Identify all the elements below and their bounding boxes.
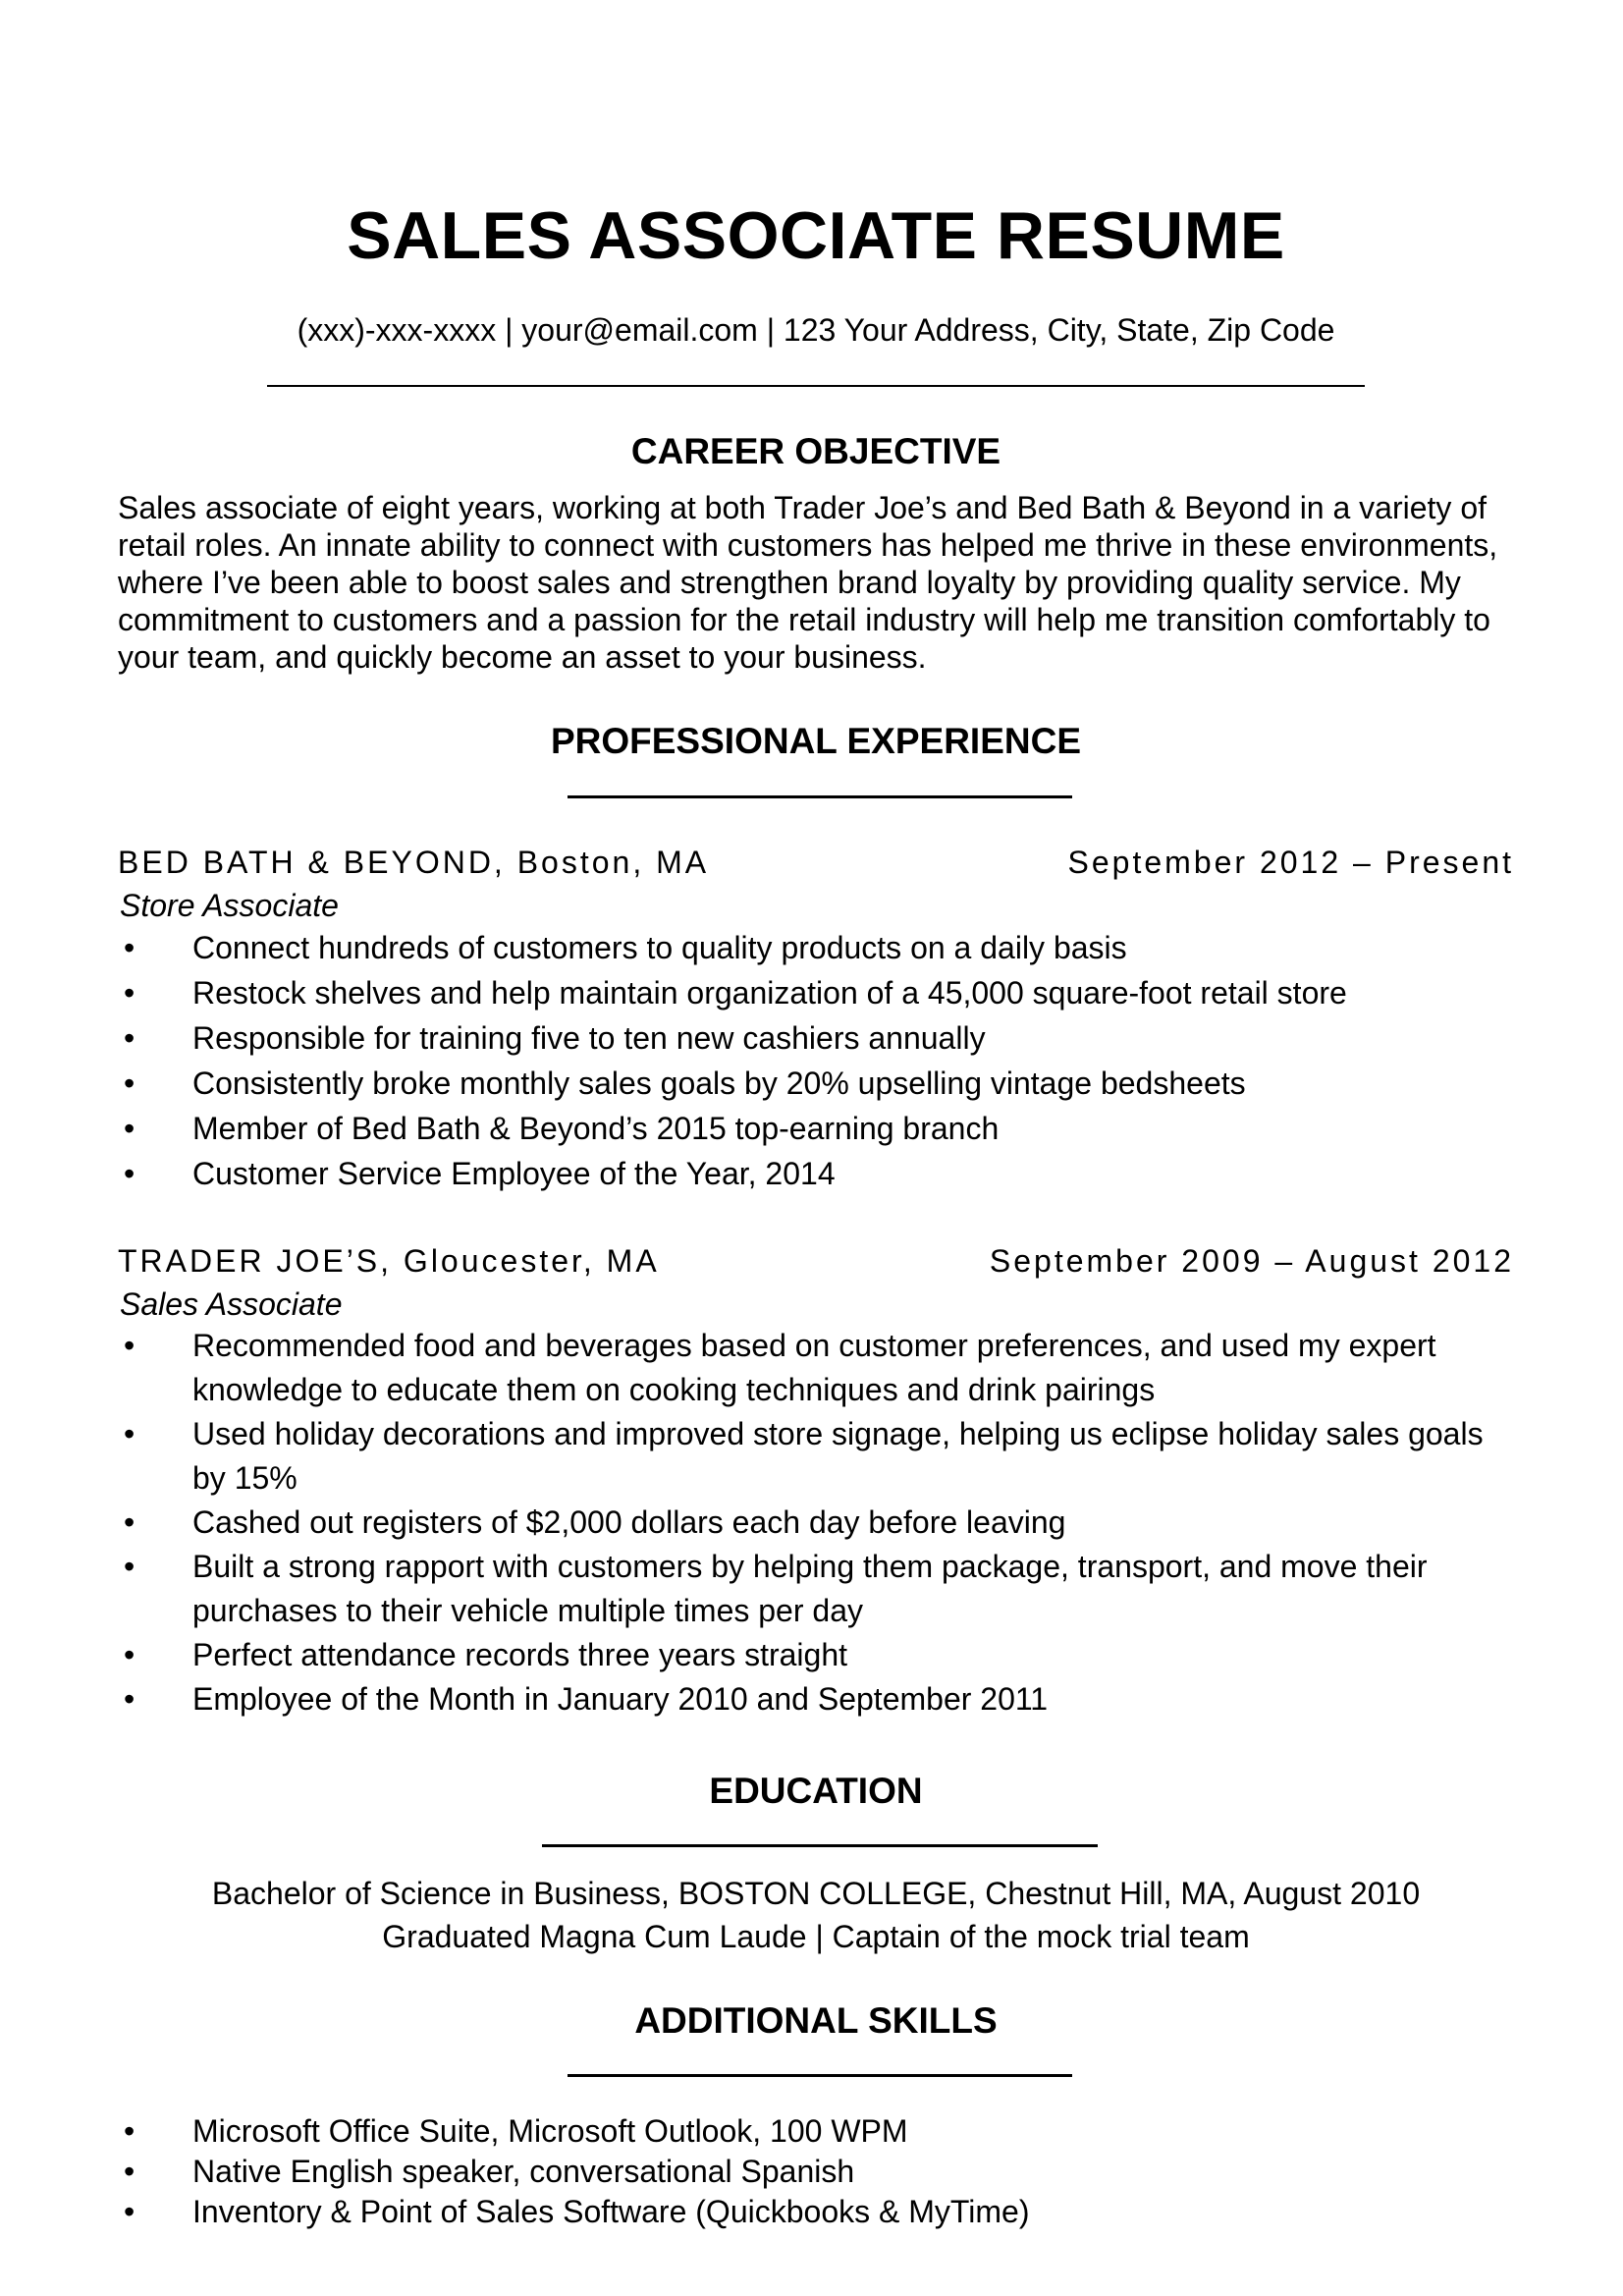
resume-page [118, 0, 1514, 2296]
professional-experience-divider [568, 795, 1072, 798]
list-item: • Customer Service Employee of the Year, 2014 [118, 1151, 1514, 1196]
list-item: • Recommended food and beverages based on customer preferences, and used my expert knowledge to educate them on cooking techniques and drink pairings [118, 1324, 1514, 1412]
education-honors: Graduated Magna Cum Laude | Captain of the mock trial team [382, 1919, 1250, 1954]
job-company: BED BATH & BEYOND, Boston, MA [118, 845, 710, 880]
list-item: • Native English speaker, conversational Spanish [118, 2152, 1514, 2192]
education-heading: EDUCATION [709, 1771, 923, 1811]
education-degree: Bachelor of Science in Business, BOSTON COLLEGE, Chestnut Hill, MA, August 2010 [211, 1876, 1421, 1911]
list-item: • Responsible for training five to ten new cashiers annually [118, 1015, 1514, 1061]
job-title: Store Associate [120, 888, 339, 923]
education-divider [542, 1844, 1098, 1847]
resume-title: SALES ASSOCIATE RESUME [347, 198, 1285, 273]
list-item: • Member of Bed Bath & Beyond’s 2015 top-earning branch [118, 1106, 1514, 1151]
job-bullets [118, 1324, 1514, 1722]
additional-skills-divider [568, 2074, 1072, 2077]
list-item: • Restock shelves and help maintain organization of a 45,000 square-foot retail store [118, 970, 1514, 1015]
job-dates: September 2012 – Present [1067, 845, 1514, 880]
contact-divider [267, 385, 1365, 387]
skills-bullets [118, 2111, 1514, 2232]
professional-experience-heading: PROFESSIONAL EXPERIENCE [550, 721, 1082, 761]
job-company: TRADER JOE’S, Gloucester, MA [118, 1243, 660, 1279]
list-item: • Used holiday decorations and improved store signage, helping us eclipse holiday sales goals by 15% [118, 1412, 1514, 1501]
job-title: Sales Associate [120, 1286, 343, 1322]
list-item: • Inventory & Point of Sales Software (Quickbooks & MyTime) [118, 2192, 1514, 2232]
career-objective-text: Sales associate of eight years, working at both Trader Joe’s and Bed Bath & Beyond in a variety of retail roles. An innate ability to connect with customers has helped me thrive in these environments, where I’ve been able to boost sales and strengthen brand loyalty by providing quality service. My commitment to customers and a passion for the retail industry will help me transition comfortably to your team, and quickly become an asset to your business. [118, 490, 1498, 675]
job-bullets [118, 925, 1514, 1196]
list-item: • Connect hundreds of customers to quality products on a daily basis [118, 925, 1514, 970]
list-item: • Cashed out registers of $2,000 dollars each day before leaving [118, 1501, 1514, 1545]
additional-skills-heading: ADDITIONAL SKILLS [634, 2000, 998, 2041]
list-item: • Employee of the Month in January 2010 and September 2011 [118, 1677, 1514, 1722]
list-item: • Perfect attendance records three years straight [118, 1633, 1514, 1677]
job-dates: September 2009 – August 2012 [989, 1243, 1514, 1279]
list-item: • Microsoft Office Suite, Microsoft Outlook, 100 WPM [118, 2111, 1514, 2152]
list-item: • Consistently broke monthly sales goals by 20% upselling vintage bedsheets [118, 1061, 1514, 1106]
list-item: • Built a strong rapport with customers by helping them package, transport, and move their purchases to their vehicle multiple times per day [118, 1545, 1514, 1633]
contact-line: (xxx)-xxx-xxxx | your@email.com | 123 Your Address, City, State, Zip Code [297, 312, 1335, 348]
career-objective-heading: CAREER OBJECTIVE [630, 431, 1001, 471]
